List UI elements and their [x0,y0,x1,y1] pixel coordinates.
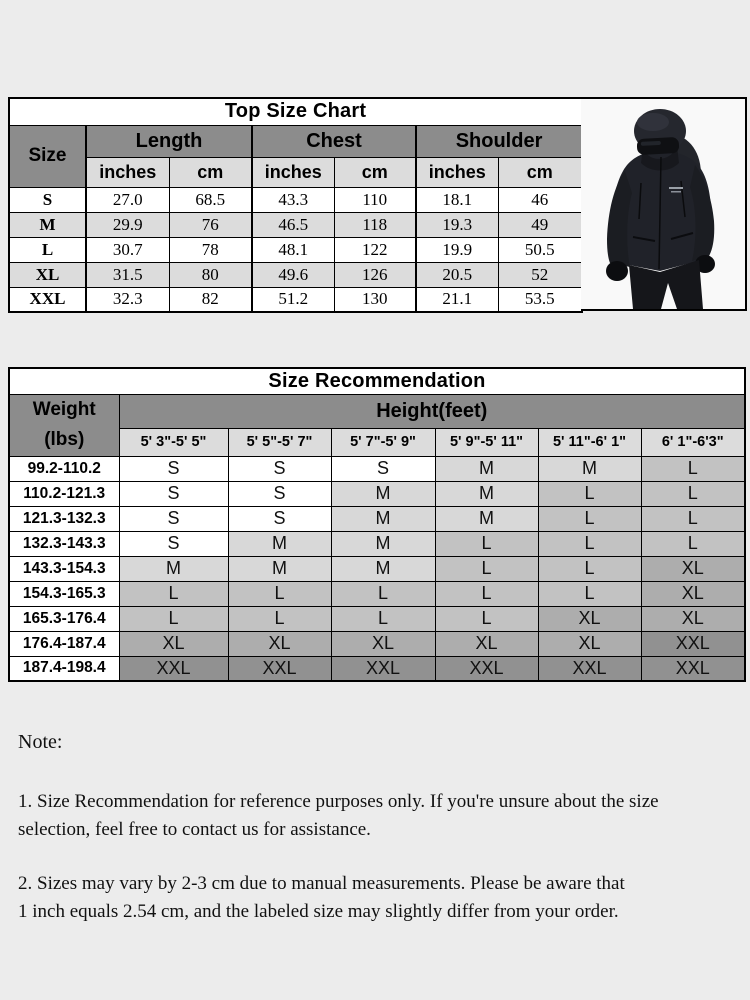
height-group-header: Height(feet) [119,394,745,428]
recommended-size-cell: XXL [435,656,538,681]
size-label-cell: XXL [9,287,86,312]
chest-cm-header: cm [334,157,416,187]
size-recommendation-row [9,506,745,531]
recommended-size-cell: XL [538,631,641,656]
measurement-cell: 29.9 [86,212,169,237]
height-range-header-6: 6' 1"-6'3" [641,428,745,456]
measurement-cell: 18.1 [416,187,498,212]
recommended-size-cell: XXL [119,656,228,681]
top-size-chart-row [9,287,582,312]
note-paragraph-2 [18,870,740,926]
measurement-cell: 78 [169,237,252,262]
measurement-cell: 32.3 [86,287,169,312]
recommended-size-cell: M [331,531,435,556]
recommended-size-cell: S [228,481,331,506]
recommended-size-cell: M [435,481,538,506]
recommended-size-cell: S [119,531,228,556]
recommended-size-cell: XXL [228,656,331,681]
top-size-chart-row [9,187,582,212]
size-label-cell: XL [9,262,86,287]
measurement-cell: 19.3 [416,212,498,237]
recommended-size-cell: XXL [331,656,435,681]
weight-header-line1: Weight [32,399,96,420]
note-2-line-1: 2. Sizes may vary by 2-3 cm due to manual measurements. Please be aware that [18,873,625,894]
weight-range-cell: 121.3-132.3 [9,506,119,531]
recommended-size-cell: L [641,531,745,556]
recommended-size-cell: M [435,506,538,531]
size-recommendation-body [9,456,745,681]
top-size-chart-group-header-row [9,125,582,157]
measurement-cell: 50.5 [498,237,582,262]
size-label-cell: L [9,237,86,262]
recommended-size-cell: XL [538,606,641,631]
weight-range-cell: 165.3-176.4 [9,606,119,631]
recommended-size-cell: XL [331,631,435,656]
size-recommendation-title-row [9,368,745,394]
measurement-cell: 30.7 [86,237,169,262]
weight-header-line2: (lbs) [44,429,85,450]
recommended-size-cell: XL [641,581,745,606]
weight-range-cell: 99.2-110.2 [9,456,119,481]
recommended-size-cell: XXL [641,631,745,656]
size-recommendation-row [9,606,745,631]
measurement-cell: 19.9 [416,237,498,262]
recommended-size-cell: M [331,556,435,581]
measurement-cell: 21.1 [416,287,498,312]
weight-range-cell: 187.4-198.4 [9,656,119,681]
recommended-size-cell: XL [641,556,745,581]
top-size-chart-row [9,212,582,237]
recommended-size-cell: L [538,556,641,581]
weight-range-cell: 110.2-121.3 [9,481,119,506]
size-column-header: Size [9,125,86,187]
recommended-size-cell: L [538,531,641,556]
recommended-size-cell: XL [435,631,538,656]
top-size-chart-table [8,97,583,313]
recommended-size-cell: M [119,556,228,581]
measurement-cell: 51.2 [252,287,334,312]
length-cm-header: cm [169,157,252,187]
recommended-size-cell: L [435,606,538,631]
measurement-cell: 110 [334,187,416,212]
shoulder-inches-header: inches [416,157,498,187]
measurement-cell: 20.5 [416,262,498,287]
size-recommendation-row [9,556,745,581]
top-size-chart-row [9,237,582,262]
weight-column-header [9,394,119,456]
measurement-cell: 80 [169,262,252,287]
measurement-cell: 31.5 [86,262,169,287]
note-2-line-2: 1 inch equals 2.54 cm, and the labeled size may slightly differ from your order. [18,901,619,922]
measurement-cell: 122 [334,237,416,262]
chest-inches-header: inches [252,157,334,187]
weight-range-cell: 176.4-187.4 [9,631,119,656]
recommended-size-cell: L [435,581,538,606]
recommended-size-cell: XL [119,631,228,656]
recommended-size-cell: L [641,481,745,506]
height-range-header-3: 5' 7"-5' 9" [331,428,435,456]
note-1-line-1: 1. Size Recommendation for reference purposes only. If you're unsure about the size [18,791,659,812]
weight-range-cell: 143.3-154.3 [9,556,119,581]
size-recommendation-row [9,531,745,556]
size-recommendation-row [9,656,745,681]
height-range-header-2: 5' 5"-5' 7" [228,428,331,456]
length-inches-header: inches [86,157,169,187]
recommended-size-cell: S [119,456,228,481]
measurement-cell: 52 [498,262,582,287]
recommended-size-cell: L [228,581,331,606]
recommended-size-cell: M [435,456,538,481]
recommended-size-cell: S [119,506,228,531]
recommended-size-cell: XL [228,631,331,656]
recommended-size-cell: M [331,481,435,506]
height-ranges-row [9,428,745,456]
weight-range-cell: 132.3-143.3 [9,531,119,556]
recommended-size-cell: S [331,456,435,481]
recommended-size-cell: L [538,506,641,531]
height-range-header-5: 5' 11"-6' 1" [538,428,641,456]
recommended-size-cell: S [228,506,331,531]
measurement-cell: 76 [169,212,252,237]
top-size-chart-body [9,187,582,312]
recommended-size-cell: S [228,456,331,481]
recommended-size-cell: L [538,581,641,606]
measurement-cell: 130 [334,287,416,312]
recommended-size-cell: M [228,531,331,556]
model-figure-icon [581,99,745,309]
measurement-cell: 49 [498,212,582,237]
recommended-size-cell: M [228,556,331,581]
recommended-size-cell: L [331,606,435,631]
size-recommendation-row [9,481,745,506]
weight-range-cell: 154.3-165.3 [9,581,119,606]
recommended-size-cell: L [435,531,538,556]
size-label-cell: M [9,212,86,237]
size-recommendation-row [9,631,745,656]
note-paragraph-1 [18,788,740,844]
recommended-size-cell: M [331,506,435,531]
recommended-size-cell: L [119,606,228,631]
recommended-size-cell: L [538,481,641,506]
length-group-header: Length [86,125,252,157]
recommended-size-cell: L [228,606,331,631]
measurement-cell: 68.5 [169,187,252,212]
recommended-size-cell: S [119,481,228,506]
top-size-chart-title-row [9,98,582,125]
size-recommendation-title: Size Recommendation [9,368,745,394]
recommended-size-cell: L [435,556,538,581]
measurement-cell: 27.0 [86,187,169,212]
size-recommendation-group-header-row [9,394,745,428]
measurement-cell: 49.6 [252,262,334,287]
size-recommendation-table [8,367,746,682]
measurement-cell: 43.3 [252,187,334,212]
recommended-size-cell: L [331,581,435,606]
height-range-header-1: 5' 3"-5' 5" [119,428,228,456]
top-size-chart-units-row [9,157,582,187]
size-label-cell: S [9,187,86,212]
measurement-cell: 126 [334,262,416,287]
measurement-cell: 53.5 [498,287,582,312]
size-recommendation-row [9,581,745,606]
measurement-cell: 46.5 [252,212,334,237]
shoulder-group-header: Shoulder [416,125,582,157]
measurement-cell: 118 [334,212,416,237]
note-heading: Note: [18,731,63,753]
recommended-size-cell: XXL [538,656,641,681]
size-recommendation-row [9,456,745,481]
recommended-size-cell: L [641,506,745,531]
recommended-size-cell: XXL [641,656,745,681]
top-size-chart-title: Top Size Chart [9,98,582,125]
recommended-size-cell: L [119,581,228,606]
height-range-header-4: 5' 9"-5' 11" [435,428,538,456]
measurement-cell: 46 [498,187,582,212]
chest-group-header: Chest [252,125,416,157]
measurement-cell: 82 [169,287,252,312]
shoulder-cm-header: cm [498,157,582,187]
recommended-size-cell: XL [641,606,745,631]
product-photo [581,97,747,311]
recommended-size-cell: M [538,456,641,481]
top-size-chart-row [9,262,582,287]
measurement-cell: 48.1 [252,237,334,262]
recommended-size-cell: L [641,456,745,481]
note-1-line-2: selection, feel free to contact us for assistance. [18,819,371,840]
